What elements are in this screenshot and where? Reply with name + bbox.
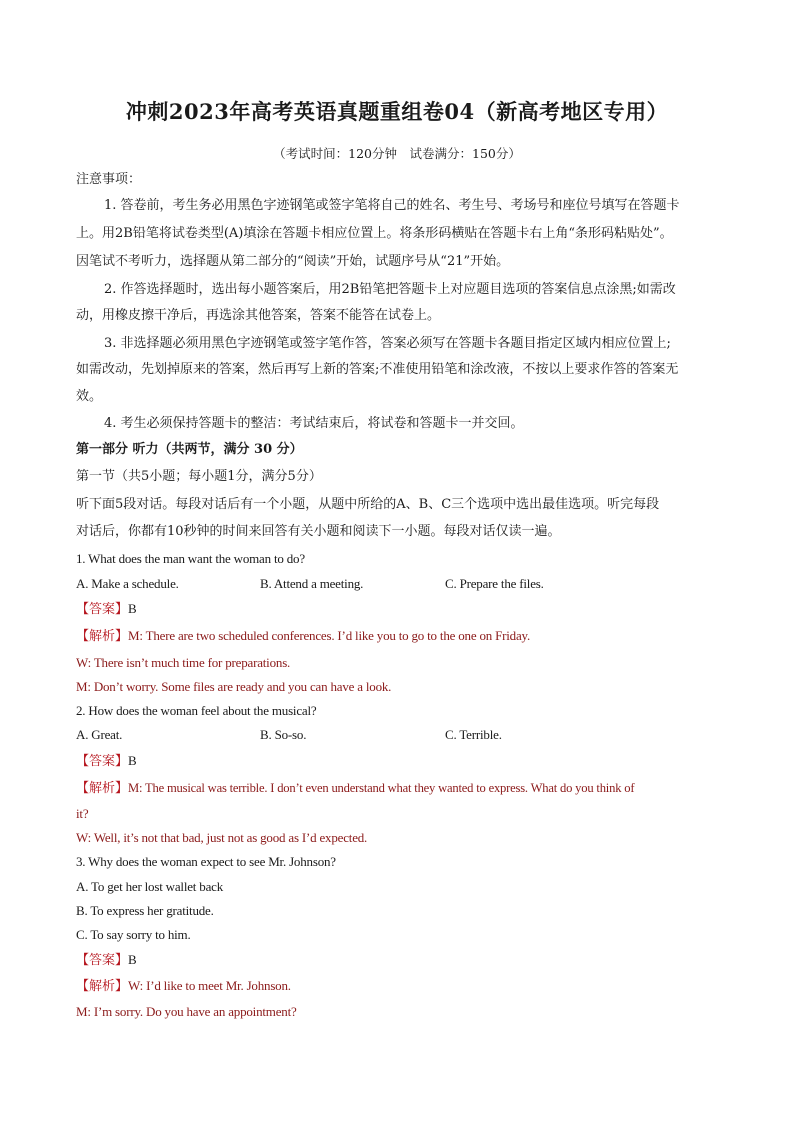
answer-value: B	[128, 753, 137, 768]
instruction-line: 听下面5段对话。每段对话后有一个小题，从题中所给的A、B、C三个选项中选出最佳选项。听完每段	[76, 497, 660, 512]
answer-value: B	[128, 601, 137, 616]
option-a: A. Make a schedule.	[76, 576, 179, 591]
option-a: A. To get her lost wallet back	[76, 879, 224, 894]
option-c: C. Terrible.	[445, 727, 502, 742]
option-c: C. To say sorry to him.	[76, 927, 191, 942]
option-b: B. So-so.	[260, 727, 307, 742]
option-b: B. To express her gratitude.	[76, 903, 214, 918]
option-a: A. Great.	[76, 727, 123, 742]
answer-line	[76, 601, 137, 618]
answer-tag: 【答案】	[76, 602, 129, 617]
notes-heading: 注意事项：	[76, 172, 142, 187]
dialogue-text: W: Well, it’s not that bad, just not as good as I’d expected.	[76, 830, 368, 845]
exam-meta: （考试时间：120分钟 试卷满分：150分）	[273, 146, 521, 161]
note-line: 2. 作答选择题时，选出每小题答案后，用2B铅笔把答题卡上对应题目选项的答案信息点涂黑;如需改	[104, 282, 676, 297]
dialogue-text: M: There are two scheduled conferences. I’d like you to go to the one on Friday.	[128, 628, 531, 643]
analysis-tag: 【解析】	[76, 629, 129, 644]
dialogue-text: W: I’d like to meet Mr. Johnson.	[128, 978, 291, 993]
option-b: B. Attend a meeting.	[260, 576, 364, 591]
note-line: 动，用橡皮擦干净后，再选涂其他答案，答案不能答在试卷上。	[76, 308, 441, 323]
analysis-line	[76, 978, 291, 995]
question-stem: 2. How does the woman feel about the musical?	[76, 703, 317, 718]
dialogue-text: it?	[76, 806, 89, 821]
note-line: 效。	[76, 389, 103, 404]
question-stem: 3. Why does the woman expect to see Mr. Johnson?	[76, 854, 336, 869]
note-line: 4. 考生必须保持答题卡的整洁：考试结束后，将试卷和答题卡一并交回。	[104, 416, 524, 431]
analysis-tag: 【解析】	[76, 979, 129, 994]
note-line: 上。用2B铅笔将试卷类型(A)填涂在答题卡相应位置上。将条形码横贴在答题卡右上角“条形码粘贴处”。	[76, 226, 673, 241]
note-line: 如需改动，先划掉原来的答案，然后再写上新的答案;不准使用铅笔和涂改液，不按以上要求作答的答案无	[76, 362, 679, 377]
note-line: 1. 答卷前，考生务必用黑色字迹钢笔或签字笔将自己的姓名、考生号、考场号和座位号填写在答题卡	[104, 198, 680, 213]
dialogue-text: M: The musical was terrible. I don’t even understand what they wanted to express. What do you think of	[128, 781, 635, 795]
analysis-line	[76, 628, 530, 645]
answer-line	[76, 952, 137, 969]
answer-tag: 【答案】	[76, 953, 129, 968]
dialogue-text: M: Don’t worry. Some files are ready and you can have a look.	[76, 679, 392, 694]
answer-line	[76, 753, 137, 770]
answer-value: B	[128, 952, 137, 967]
answer-tag: 【答案】	[76, 754, 129, 769]
question-stem: 1. What does the man want the woman to do?	[76, 551, 305, 566]
analysis-tag: 【解析】	[76, 781, 129, 796]
section-heading: 第一节（共5小题；每小题1分，满分5分）	[76, 469, 322, 484]
part-heading: 第一部分 听力（共两节，满分 30 分）	[76, 442, 303, 457]
analysis-line	[76, 780, 634, 797]
dialogue-text: W: There isn’t much time for preparations.	[76, 655, 291, 670]
instruction-line: 对话后，你都有10秒钟的时间来回答有关小题和阅读下一小题。每段对话仅读一遍。	[76, 524, 561, 539]
note-line: 因笔试不考听力，选择题从第二部分的“阅读”开始，试题序号从“21”开始。	[76, 254, 510, 269]
option-c: C. Prepare the files.	[445, 576, 544, 591]
dialogue-text: M: I’m sorry. Do you have an appointment?	[76, 1004, 297, 1019]
note-line: 3. 非选择题必须用黑色字迹钢笔或签字笔作答，答案必须写在答题卡各题目指定区域内相应位置上;	[104, 336, 671, 351]
page-title: 冲刺2023年高考英语真题重组卷04（新高考地区专用）	[125, 99, 669, 124]
